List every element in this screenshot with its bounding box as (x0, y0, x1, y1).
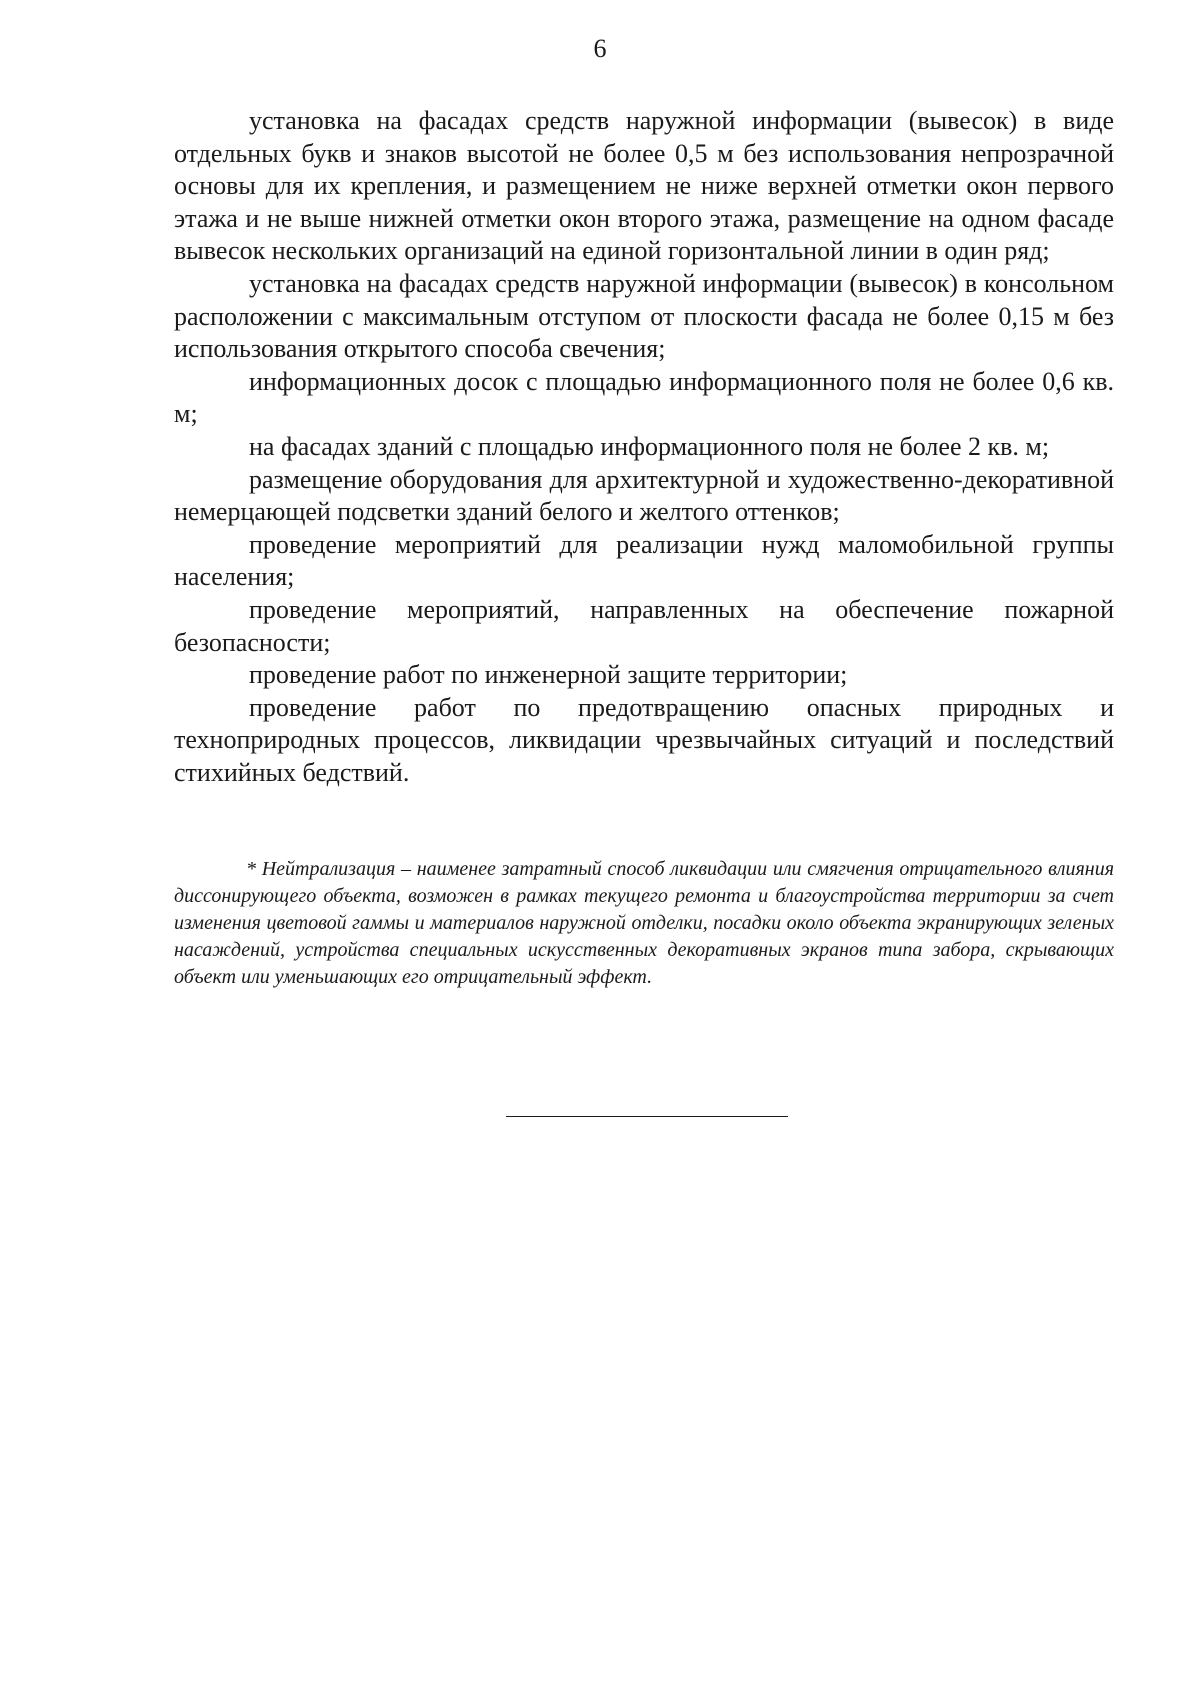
body-paragraph: проведение работ по предотвращению опасных природных и технoприродных процессов, ликвидации чрезвычайных ситуаций и последствий стихийных бедствий. (174, 692, 1114, 787)
body-paragraph: проведение работ по инженерной защите территории; (249, 660, 848, 690)
page-number: 6 (593, 34, 607, 63)
body-paragraph: на фасадах зданий с площадью информационного поля не более 2 кв. м; (249, 431, 1050, 461)
body-paragraph: проведение мероприятий, направленных на обеспечение пожарной безопасности; (174, 594, 1114, 657)
document-body (174, 105, 1114, 789)
footnote-text: * Нейтрализация – наименее затратный способ ликвидации или смягчения отрицательного влияния диссонирующего объекта, возможен в рамках текущего ремонта и благоустройства территории за счет изменения цветовой гаммы и материалов наружной отделки, посадки около объекта экранирующих зеленых насаждений, устройства специальных искусственных декоративных экранов типа забора, скрывающих объект или уменьшающих его отрицательный эффект. (174, 858, 1114, 988)
body-paragraph: проведение мероприятий для реализации нужд маломобильной группы населения; (174, 529, 1114, 592)
footnote (174, 856, 1114, 991)
body-paragraph: установка на фасадах средств наружной информации (вывесок) в виде отдельных букв и знаков высотой не более 0,5 м без использования непрозрачной основы для их крепления, и размещением не ниже верхней отметки окон первого этажа и не выше нижней отметки окон второго этажа, размещение на одном фасаде вывесок нескольких организаций на единой горизонтальной линии в один ряд; (174, 106, 1114, 266)
body-paragraph: установка на фасадах средств наружной информации (вывесок) в консольном расположении с максимальным отступом от плоскости фасада не более 0,15 м без использования открытого способа свечения; (174, 268, 1114, 364)
body-paragraph: информационных досок с площадью информационного поля не более 0,6 кв. м; (174, 366, 1114, 429)
end-of-document-rule (506, 1116, 788, 1117)
body-paragraph: размещение оборудования для архитектурной и художественно-декоративной немерцающей подсветки зданий белого и желтого оттенков; (174, 464, 1114, 527)
